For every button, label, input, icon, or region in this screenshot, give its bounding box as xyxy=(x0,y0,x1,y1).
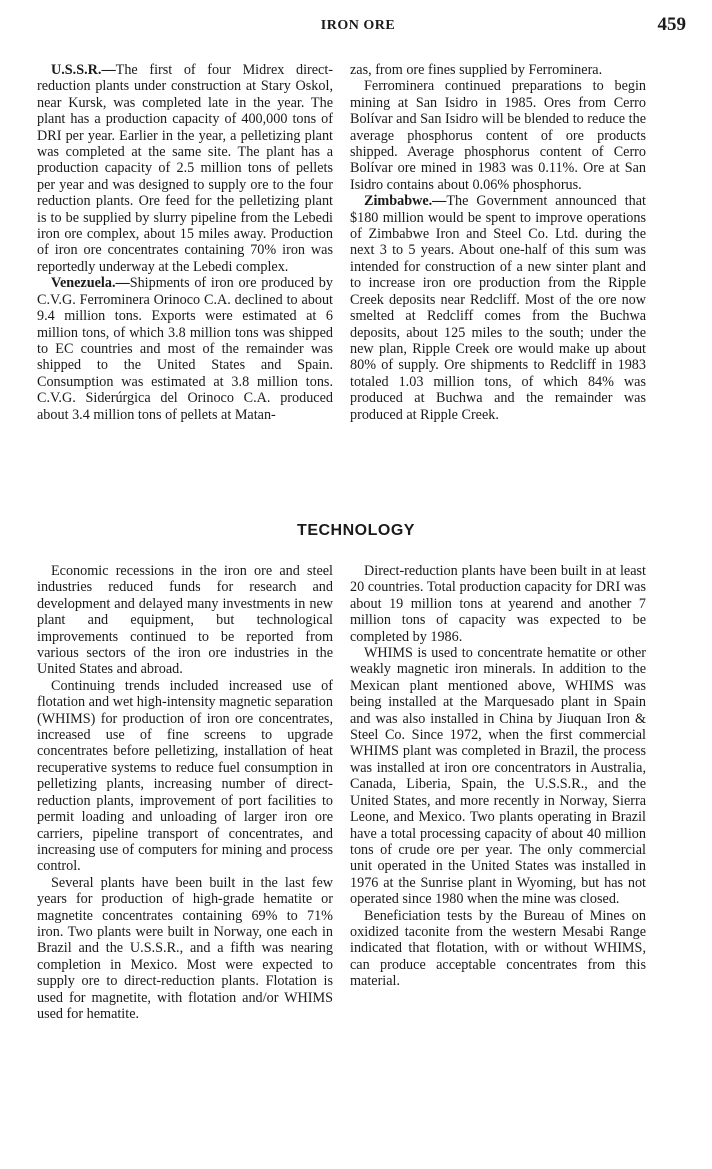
running-header xyxy=(30,16,686,40)
running-title: IRON ORE xyxy=(320,18,396,33)
paragraph-body: Shipments of iron ore produced by C.V.G. Ferrominera Orinoco C.A. declined to about 9.4 million tons. Exports were estimated at 6 million tons, of which 3.8 million tons was shipped to EC countries and most of the remainder was shipped to the United States and Spain. Consumption was estimated at 3.8 million tons. C.V.G. Siderúrgica del Orinoco C.A. produced about 3.4 million tons of pellets at Matan- xyxy=(37,275,333,423)
top-right-column xyxy=(350,62,646,423)
paragraph-lead: Zimbabwe.— xyxy=(364,193,447,210)
paragraph-lead: Venezuela.— xyxy=(51,275,130,292)
paragraph-continuation xyxy=(350,62,646,78)
paragraph-body: Ferrominera continued preparations to begin mining at San Isidro in 1985. Ores from Cerro Bolívar and San Isidro will be blended to reduce the average phosphorus content of ore products shipped. Average phosphorus content of Cerro Bolívar ore mined in 1983 was 0.11%. Ore at San Isidro contains about 0.06% phosphorus. xyxy=(350,78,646,193)
paragraph-ferrominera xyxy=(350,78,646,193)
paragraph-zimbabwe xyxy=(350,193,646,423)
paragraph-lead: U.S.S.R.— xyxy=(51,62,116,78)
paragraph-body: The first of four Midrex direct-reduction plants under construction at Stary Oskol, near Kursk, was completed late in the year. The plant has a production capacity of 400,000 tons of DRI per year. Earlier in the year, a pelletizing plant was completed at the same site. The plant has a production capacity of 2.5 million tons of pellets per year and was designed to supply ore to the four reduction plants. Ore feed for the pelletizing plant is to be supplied by slurry pipeline from the Lebedi iron ore complex, about 15 miles away. Production of iron ore concentrates containing 70% iron was reportedly underway at the Lebedi complex. xyxy=(37,62,333,275)
technology-left-column xyxy=(37,563,333,1022)
top-left-column xyxy=(37,62,333,423)
paragraph-body: WHIMS is used to concentrate hematite or other weakly magnetic iron minerals. In addition to the Mexican plant mentioned above, WHIMS was being installed at the Marquesado plant in Spain and was also installed in China by Jiuquan Iron & Steel Co. Since 1972, when the first commercial WHIMS plant was completed in Brazil, the process was installed at iron ore concentrators in Australia, Canada, Liberia, Spain, the U.S.S.R., and the United States, and more recently in Norway, Sierra Leone, and Mexico. Two plants operating in Brazil have a total processing capacity of about 40 million tons of crude ore per year. The only commercial unit operated in the United States was installed in 1976 at the Sunrise plant in Wyoming, but has not operated since 1980 when the mine was closed. xyxy=(350,645,646,908)
paragraph xyxy=(37,563,333,678)
paragraph-body: Economic recessions in the iron ore and steel industries reduced funds for research and development and delayed many investments in new plant and equipment, but technological improvements continued to be reported from various sectors of the iron ore industries in the United States and abroad. xyxy=(37,563,333,678)
paragraph-ussr xyxy=(37,62,333,275)
paragraph xyxy=(350,645,646,908)
paragraph xyxy=(350,908,646,990)
paragraph-body: The Government announced that $180 million would be spent to improve operations of Zimbabwe Iron and Steel Co. Ltd. during the next 3 to 5 years. About one-half of this sum was intended for construction of a new sinter plant and to increase iron ore production from the Ripple Creek deposits near Redcliff. Most of the ore now smelted at Redcliff comes from the Buchwa deposits, about 125 miles to the south; under the new plan, Ripple Creek ore would make up about 80% of supply. Ore shipments to Redcliff in 1983 totaled 1.03 million tons, of which 84% was produced at Buchwa and the remainder was produced at Ripple Creek. xyxy=(350,193,646,423)
paragraph-body: zas, from ore fines supplied by Ferrominera. xyxy=(350,62,603,78)
paragraph xyxy=(37,875,333,1023)
paragraph xyxy=(37,678,333,875)
page-number: 459 xyxy=(657,14,686,35)
technology-right-column xyxy=(350,563,646,990)
paragraph-body: Direct-reduction plants have been built in at least 20 countries. Total production capacity for DRI was about 19 million tons at yearend and another 7 million tons of capacity was expected to be completed by 1986. xyxy=(350,563,646,645)
section-heading: TECHNOLOGY xyxy=(297,522,415,539)
paragraph-body: Several plants have been built in the last few years for production of high-grade hematite or magnetite concentrates containing 69% to 71% iron. Two plants were built in Norway, one each in Brazil and the U.S.S.R., and a fifth was nearing completion in Mexico. Most were expected to supply ore to direct-reduction plants. Flotation is used for magnetite, with flotation and/or WHIMS used for hematite. xyxy=(37,874,333,1022)
paragraph-venezuela xyxy=(37,275,333,423)
paragraph-body: Beneficiation tests by the Bureau of Mines on oxidized taconite from the western Mesabi Range indicated that flotation, with or without WHIMS, can produce acceptable concentrates from this material. xyxy=(350,907,646,990)
paragraph xyxy=(350,563,646,645)
paragraph-body: Continuing trends included increased use of flotation and wet high-intensity magnetic separation (WHIMS) for production of iron ore concentrates, increased use of fine screens to upgrade concentrates before pelletizing, installation of heat recuperative systems to reduce fuel consumption in pelletizing plants, increasing number of direct-reduction plants, improvement of port facilities to permit loading and unloading of larger iron ore carriers, pipeline transport of concentrates, and increasing use of computers for mining and process control. xyxy=(37,677,333,875)
